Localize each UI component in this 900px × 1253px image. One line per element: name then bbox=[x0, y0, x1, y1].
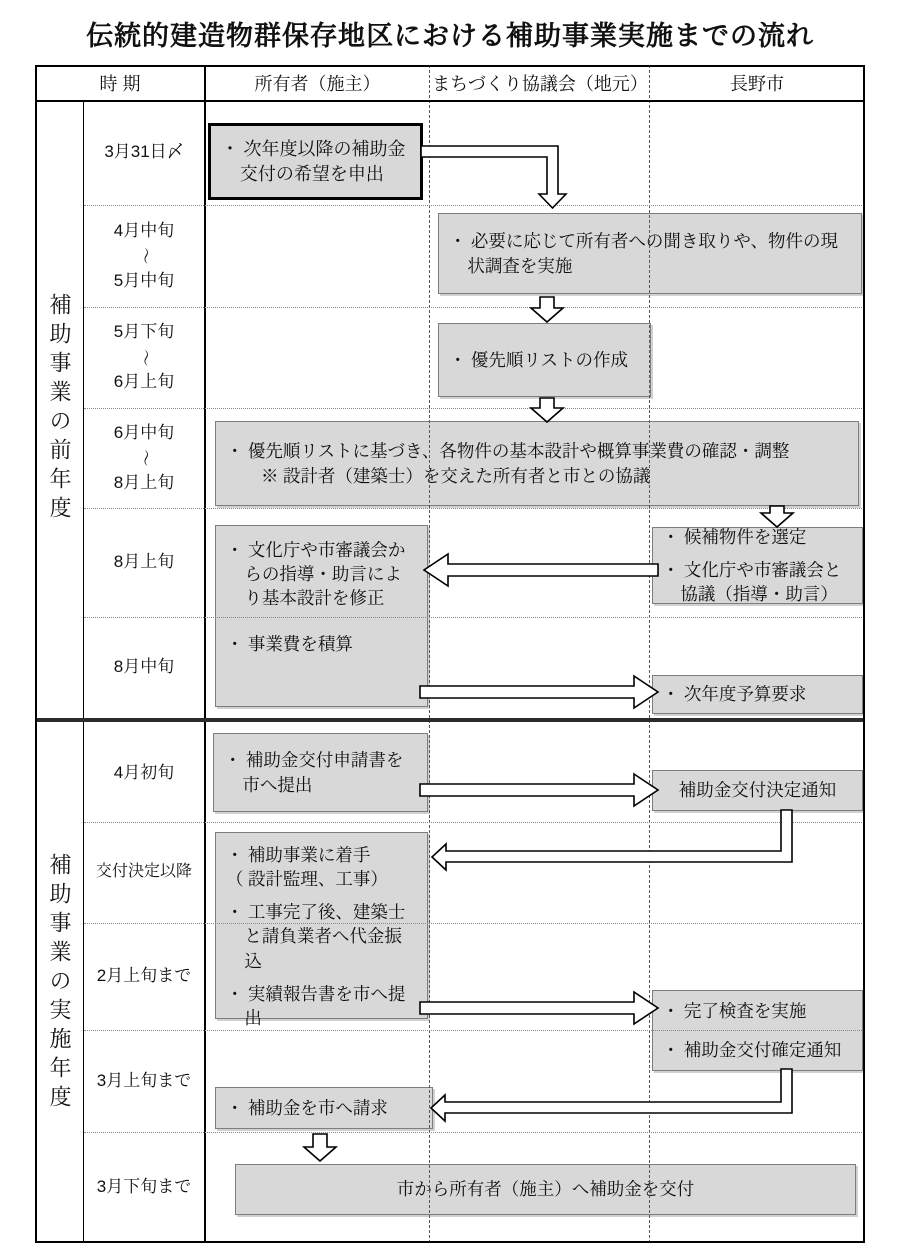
period-cell-6: 8月中旬 bbox=[113, 657, 175, 677]
column-divider-section-period bbox=[83, 100, 84, 1243]
flow-box-city-select: ・ 候補物件を選定 ・ 文化庁や市審議会と協議（指導・助言） bbox=[652, 527, 863, 604]
row-line bbox=[84, 508, 864, 509]
row-line bbox=[84, 923, 864, 924]
row-line bbox=[84, 1030, 864, 1031]
arrow-report-to-inspect-icon bbox=[420, 992, 658, 1024]
period-cell-11: 3月下旬まで bbox=[96, 1177, 192, 1197]
flow-box-final-payment: 市から所有者（施主）へ補助金を交付 bbox=[235, 1164, 856, 1215]
arrow-inspect-to-invoice-icon bbox=[431, 1069, 792, 1121]
column-divider-council-city bbox=[649, 65, 650, 1243]
column-divider-owner-council bbox=[429, 65, 430, 1243]
flow-box-city-budget: ・ 次年度予算要求 bbox=[652, 675, 863, 714]
period-cell-2: 4月中旬 ～ 5月中旬 bbox=[113, 220, 175, 290]
row-line bbox=[84, 307, 864, 308]
period-cell-8: 交付決定以降 bbox=[95, 863, 192, 881]
row-line bbox=[84, 617, 864, 618]
arrow-survey-to-priority-icon bbox=[531, 297, 563, 322]
period-cell-5: 8月上旬 bbox=[113, 552, 175, 572]
arrow-priority-to-design-icon bbox=[531, 398, 563, 422]
row-line bbox=[84, 1132, 864, 1133]
arrow-request-to-survey-icon bbox=[421, 146, 566, 208]
flow-box-joint-design: ・ 優先順リストに基づき、各物件の基本設計や概算事業費の確認・調整 ※ 設計者（建築士）を交えた所有者と市との協議 bbox=[215, 421, 859, 506]
flow-box-owner-request: ・ 次年度以降の補助金交付の希望を申出 bbox=[208, 123, 423, 200]
flow-box-owner-apply: ・ 補助金交付申請書を市へ提出 bbox=[213, 733, 428, 812]
period-cell-10: 3月上旬まで bbox=[96, 1070, 192, 1090]
period-cell-1: 3月31日〆 bbox=[104, 142, 184, 162]
flow-box-owner-revise: ・ 文化庁や市審議会からの指導・助言により基本設計を修正 ・ 事業費を積算 bbox=[215, 525, 428, 707]
arrow-invoice-to-payment-icon bbox=[304, 1134, 336, 1161]
row-line bbox=[84, 822, 864, 823]
header-cell-city: 長野市 bbox=[730, 74, 784, 94]
section-label-impl-year: 補助事業の実施年度 bbox=[47, 853, 72, 1114]
section-label-pre-year: 補助事業の前年度 bbox=[47, 293, 72, 525]
header-cell-period: 時 期 bbox=[99, 74, 141, 94]
page-title: 伝統的建造物群保存地区における補助事業実施までの流れ bbox=[86, 21, 814, 51]
flow-box-owner-work: ・ 補助事業に着手 （ 設計監理、工事） ・ 工事完了後、建築士と請負業者へ代金振込 ・ 実績報告書を市へ提出 bbox=[215, 832, 428, 1019]
flow-box-city-inspect: ・ 完了検査を実施 ・ 補助金交付確定通知 bbox=[652, 990, 863, 1071]
flow-box-council-survey: ・ 必要に応じて所有者への聞き取りや、物件の現状調査を実施 bbox=[438, 213, 862, 294]
row-line bbox=[84, 408, 864, 409]
row-line bbox=[84, 205, 864, 206]
flow-box-owner-invoice: ・ 補助金を市へ請求 bbox=[215, 1087, 433, 1129]
flow-box-council-priority: ・ 優先順リストの作成 bbox=[438, 323, 651, 397]
period-cell-9: 2月上旬まで bbox=[96, 966, 192, 986]
arrow-decision-to-work-icon bbox=[432, 810, 792, 870]
column-divider-period-owner bbox=[204, 65, 206, 1243]
period-cell-7: 4月初旬 bbox=[113, 762, 175, 782]
arrow-apply-to-decision-icon bbox=[420, 774, 658, 806]
section-separator bbox=[35, 718, 865, 722]
header-cell-owner: 所有者（施主） bbox=[254, 74, 381, 94]
flow-box-city-grant-decision: 補助金交付決定通知 bbox=[652, 770, 863, 811]
arrow-select-to-revise-icon bbox=[424, 554, 658, 586]
period-cell-4: 6月中旬 ～ 8月上旬 bbox=[113, 422, 175, 492]
header-cell-council: まちづくり協議会（地元） bbox=[432, 74, 648, 94]
arrow-estimate-to-budget-icon bbox=[420, 676, 658, 708]
header-divider-line bbox=[35, 100, 865, 102]
period-cell-3: 5月下旬 ～ 6月上旬 bbox=[113, 322, 175, 392]
